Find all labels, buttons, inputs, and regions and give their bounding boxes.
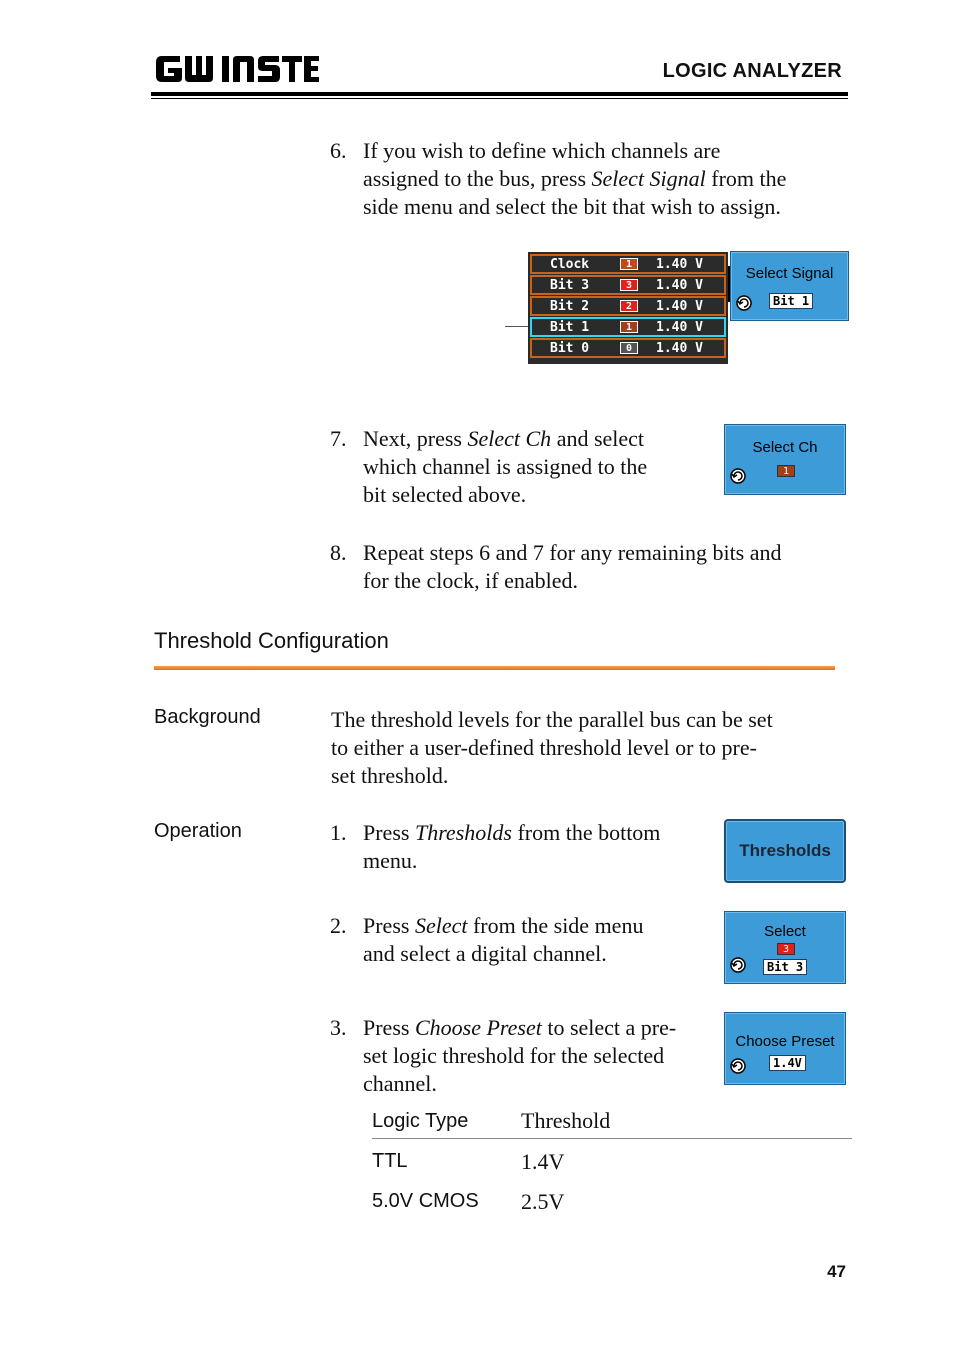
op-step-3-line-2: set logic threshold for the selected [363,1043,665,1068]
step-7-line-2: which channel is assigned to the [363,454,648,479]
op-step-2-text [363,912,713,968]
background-line-1: The threshold levels for the parallel bus can be set [331,707,773,732]
rotary-knob-icon [729,467,747,485]
background-line-2: to either a user-defined threshold level or to pre- [331,735,757,760]
step-6-text [363,137,853,221]
select-signal-button[interactable]: Select Signal Bit 1 [730,251,849,321]
channel-badge: 1 [620,321,638,333]
table-cell-threshold: 1.4V [521,1149,565,1174]
step-8-line-1: Repeat steps 6 and 7 for any remaining bits and [363,540,782,565]
table-cell-threshold: 2.5V [521,1189,565,1214]
select-ch-button[interactable]: Select Ch 1 [724,424,846,495]
op-step-3-line-3: channel. [363,1071,437,1096]
select-badge: 3 [777,943,795,955]
select-ch-badge: 1 [777,465,795,477]
channel-badge: 1 [620,258,638,270]
selection-pointer-line [505,326,529,327]
op-step-2-number: 2. [330,913,347,938]
channel-badge: 0 [620,342,638,354]
channel-row-bit-0[interactable]: Bit 0 0 1.40 V [530,338,726,358]
step-7-text [363,425,713,509]
select-button[interactable]: Select 3 Bit 3 [724,911,846,984]
rotary-knob-icon [729,956,747,974]
step-6-line-3: side menu and select the bit that wish to assign. [363,194,781,219]
channel-row-bit-2[interactable]: Bit 2 2 1.40 V [530,296,726,316]
step-7-line-3: bit selected above. [363,482,527,507]
step-6-number: 6. [330,138,347,163]
table-cell-logic-type: TTL [372,1150,408,1172]
step-8-text [363,539,853,595]
step-7-line-1: Next, press Select Ch and select [363,426,645,451]
header-rule-thin [151,98,848,99]
section-title: Threshold Configuration [154,628,389,653]
op-step-1-text [363,819,713,875]
table-header-rule [372,1138,852,1139]
op-step-2-line-1: Press Select from the side menu [363,913,644,938]
background-text [331,706,841,790]
op-step-1-line-2: menu. [363,848,418,873]
choose-preset-button[interactable]: Choose Preset 1.4V [724,1012,846,1085]
channel-row-bit-1[interactable]: Bit 1 1 1.40 V [530,317,726,337]
background-label: Background [154,706,261,728]
op-step-3-text [363,1014,718,1098]
rotary-knob-icon [729,1057,747,1075]
background-line-3: set threshold. [331,763,449,788]
table-header-logic-type: Logic Type [372,1110,469,1132]
header-rule [151,92,848,96]
rotary-knob-icon [735,294,753,312]
step-8-number: 8. [330,540,347,565]
section-rule [154,666,835,670]
operation-label: Operation [154,820,242,842]
channel-row-bit-3[interactable]: Bit 3 3 1.40 V [530,275,726,295]
op-step-1-number: 1. [330,820,347,845]
channel-row-clock[interactable]: Clock 1 1.40 V [530,254,726,274]
channel-assignment-table [528,252,728,364]
op-step-3-line-1: Press Choose Preset to select a pre- [363,1015,677,1040]
step-7-number: 7. [330,426,347,451]
choose-preset-value: 1.4V [769,1055,806,1071]
op-step-3-number: 3. [330,1015,347,1040]
thresholds-button[interactable]: Thresholds [724,819,846,883]
step-6-line-2: assigned to the bus, press Select Signal from the [363,166,787,191]
page-number: 47 [827,1262,846,1281]
step-6-line-1: If you wish to define which channels are [363,138,721,163]
op-step-1-line-1: Press Thresholds from the bottom [363,820,661,845]
select-signal-value: Bit 1 [769,293,813,309]
channel-badge: 3 [620,279,638,291]
table-cell-logic-type: 5.0V CMOS [372,1190,479,1212]
table-header-threshold: Threshold [521,1108,611,1133]
select-value: Bit 3 [763,959,807,975]
step-8-line-2: for the clock, if enabled. [363,568,579,593]
op-step-2-line-2: and select a digital channel. [363,941,607,966]
gw-instek-logo [154,52,324,86]
chapter-title: LOGIC ANALYZER [662,60,842,82]
channel-badge: 2 [620,300,638,312]
